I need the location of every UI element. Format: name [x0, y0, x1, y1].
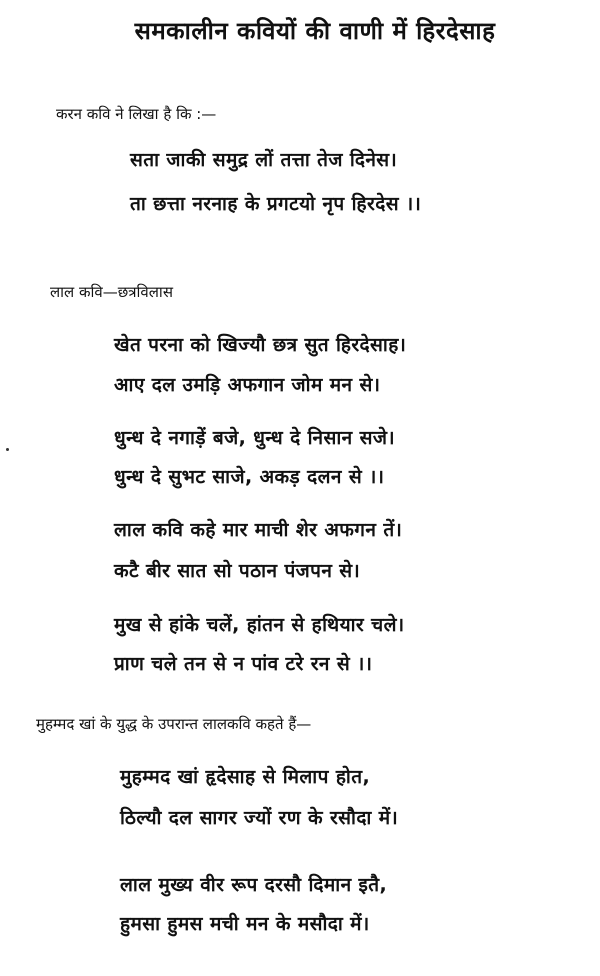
verse-line: खेत परना को खिज्यौ छत्र सुत हिरदेसाह।: [114, 334, 407, 356]
verse-line: ठिल्यौ दल सागर ज्यों रण के रसौदा में।: [120, 807, 399, 829]
verse-line: प्राण चले तन से न पांव टरे रन से ।।: [114, 653, 373, 675]
verse-line: सता जाकी समुद्र लों तत्ता तेज दिनेस।: [130, 149, 398, 171]
verse-line: कटै बीर सात सो पठान पंजपन से।: [114, 560, 361, 582]
verse-line: आए दल उमड़ि अफगान जोम मन से।: [114, 374, 381, 396]
section-intro-lal: लाल कवि—छत्रविलास: [50, 283, 173, 301]
verse-line: मुख से हांके चलें, हांतन से हथियार चले।: [114, 614, 405, 636]
section-intro-muhammad: मुहम्मद खां के युद्ध के उपरान्त लालकवि कहते हैं—: [36, 715, 312, 733]
section-intro-karan: करन कवि ने लिखा है कि :—: [56, 105, 217, 123]
page-title: समकालीन कवियों की वाणी में हिरदेसाह: [134, 17, 496, 45]
verse-line: ता छत्ता नरनाह के प्रगटयो नृप हिरदेस ।।: [130, 193, 422, 215]
verse-line: हुमसा हुमस मची मन के मसौदा में।: [120, 913, 370, 935]
verse-line: लाल कवि कहे मार माची शेर अफगन तें।: [114, 519, 403, 541]
verse-line: धुन्ध दे सुभट साजे, अकड़ दलन से ।।: [114, 466, 385, 488]
margin-dot: [6, 448, 9, 451]
verse-line: मुहम्मद खां हृदेसाह से मिलाप होत,: [120, 766, 371, 788]
verse-line: धुन्ध दे नगाड़ें बजे, धुन्ध दे निसान सजे।: [114, 427, 395, 449]
verse-line: लाल मुख्य वीर रूप दरसौ दिमान इतै,: [120, 874, 388, 896]
